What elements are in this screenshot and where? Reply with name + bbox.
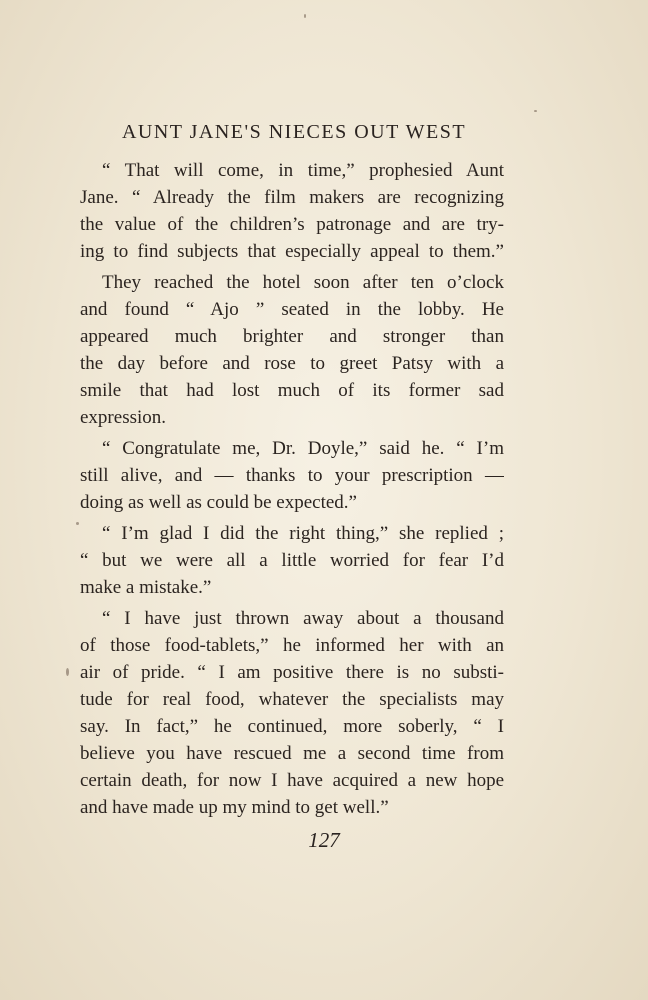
text-line: air of pride. “ I am positive there is no substi-: [80, 662, 504, 683]
text-line: believe you have rescued me a second time from: [80, 743, 504, 764]
paragraph: [80, 157, 504, 265]
text-line: “ Congratulate me, Dr. Doyle,” said he. “ I’m: [102, 438, 504, 459]
text-line: make a mistake.”: [80, 577, 212, 598]
ink-speck: [76, 522, 79, 525]
ink-speck: [304, 14, 306, 18]
text-line: doing as well as could be expected.”: [80, 492, 357, 513]
text-line: still alive, and — thanks to your prescription —: [80, 465, 504, 486]
text-line: ing to find subjects that especially appeal to them.”: [80, 241, 504, 262]
body-text: [80, 157, 504, 821]
text-line: smile that had lost much of its former sad: [80, 380, 504, 401]
paragraph: [80, 435, 504, 516]
page-number: 127: [308, 828, 340, 852]
text-line: the value of the children’s patronage and are try-: [80, 214, 504, 235]
text-line: “ I have just thrown away about a thousand: [102, 608, 504, 629]
paragraph: [80, 269, 504, 431]
text-line: Jane. “ Already the film makers are recognizing: [80, 187, 504, 208]
text-line: “ That will come, in time,” prophesied Aunt: [102, 160, 504, 181]
paragraph: [80, 520, 504, 601]
text-line: certain death, for now I have acquired a new hope: [80, 770, 504, 791]
text-line: tude for real food, whatever the specialists may: [80, 689, 504, 710]
text-line: appeared much brighter and stronger than: [80, 326, 504, 347]
text-line: of those food-tablets,” he informed her with an: [80, 635, 504, 656]
ink-speck: [534, 110, 537, 112]
ink-speck: [66, 668, 69, 676]
text-line: “ I’m glad I did the right thing,” she replied ;: [102, 523, 504, 544]
running-head: AUNT JANE'S NIECES OUT WEST: [121, 121, 467, 143]
text-line: and found “ Ajo ” seated in the lobby. He: [80, 299, 504, 320]
text-line: expression.: [80, 407, 167, 428]
paragraph: [80, 605, 504, 821]
text-line: They reached the hotel soon after ten o’clock: [102, 272, 504, 293]
text-line: “ but we were all a little worried for fear I’d: [80, 550, 504, 571]
text-line: and have made up my mind to get well.”: [80, 797, 389, 818]
text-line: say. In fact,” he continued, more soberly, “ I: [80, 716, 504, 737]
text-line: the day before and rose to greet Patsy with a: [80, 353, 504, 374]
